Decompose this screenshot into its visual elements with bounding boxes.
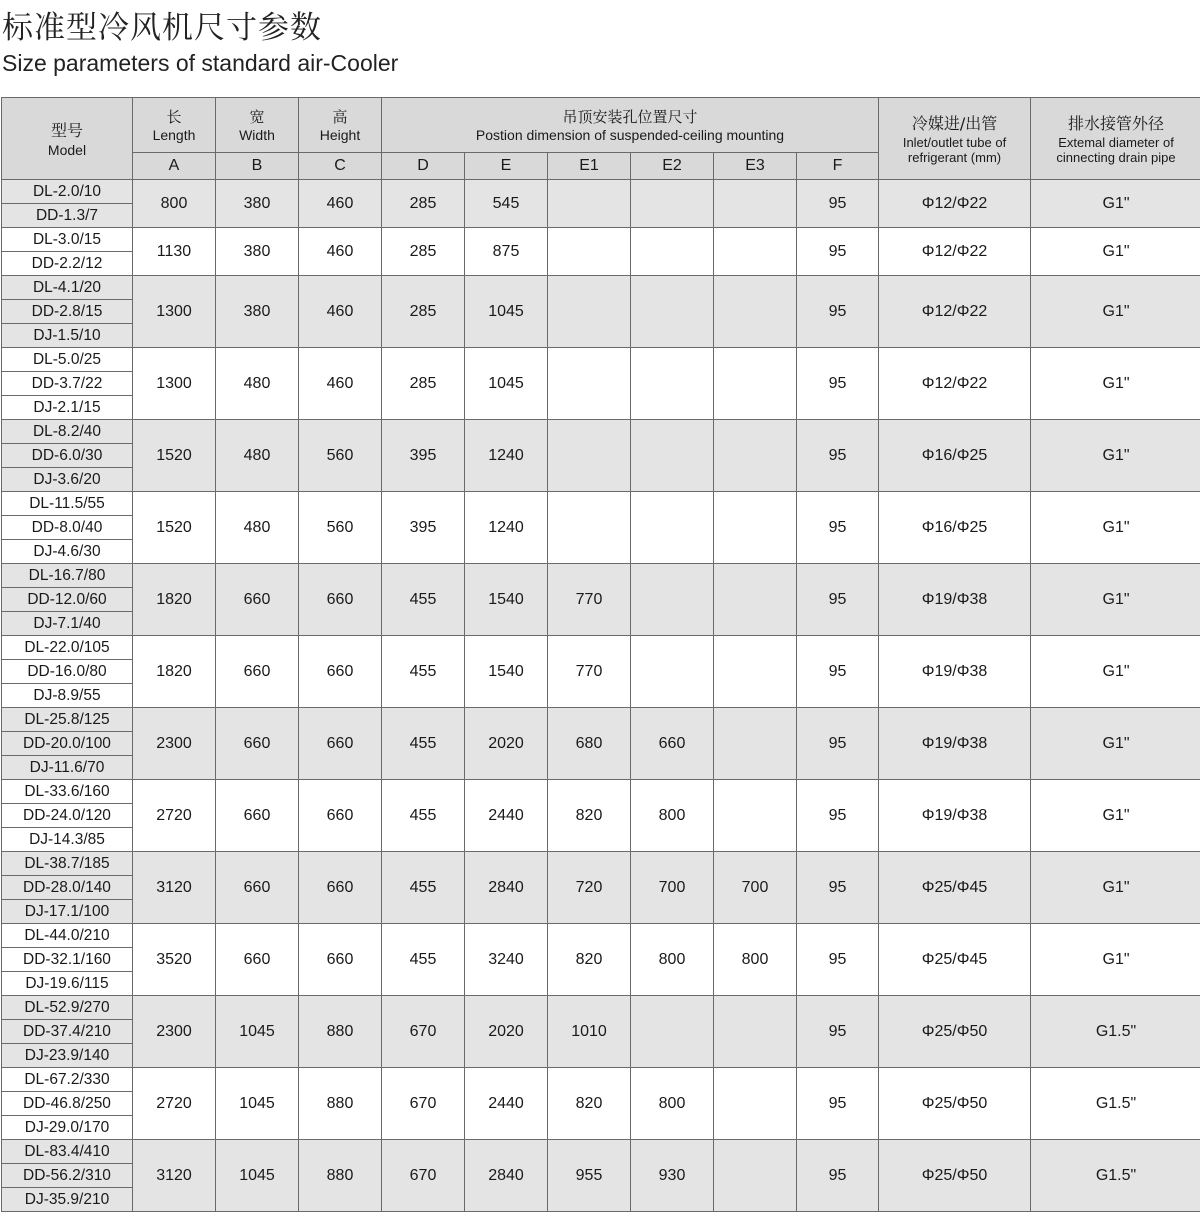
model-cell: DL-44.0/210	[2, 924, 133, 948]
value-cell-e1: 820	[548, 1068, 631, 1140]
value-cell-c: 660	[299, 780, 382, 852]
value-cell-tube: Φ16/Φ25	[879, 492, 1031, 564]
value-cell-a: 1820	[133, 564, 216, 636]
value-cell-c: 880	[299, 996, 382, 1068]
header-letter-f: F	[797, 153, 879, 180]
value-cell-e: 2440	[465, 1068, 548, 1140]
value-cell-f: 95	[797, 228, 879, 276]
table-row	[2, 852, 1200, 876]
value-cell-e: 545	[465, 180, 548, 228]
value-cell-e1: 680	[548, 708, 631, 780]
value-cell-e3	[714, 1140, 797, 1212]
table-row	[2, 1140, 1200, 1164]
value-cell-e3	[714, 636, 797, 708]
value-cell-a: 1520	[133, 420, 216, 492]
header-refrigerant-en2: refrigerant (mm)	[907, 149, 1002, 165]
value-cell-d: 285	[382, 348, 465, 420]
value-cell-e: 2020	[465, 996, 548, 1068]
value-cell-d: 455	[382, 780, 465, 852]
value-cell-tube: Φ25/Φ45	[879, 852, 1031, 924]
value-cell-c: 880	[299, 1068, 382, 1140]
model-cell: DJ-2.1/15	[2, 396, 133, 420]
value-cell-a: 2300	[133, 708, 216, 780]
model-cell: DD-6.0/30	[2, 444, 133, 468]
value-cell-tube: Φ12/Φ22	[879, 348, 1031, 420]
value-cell-c: 560	[299, 492, 382, 564]
value-cell-d: 455	[382, 852, 465, 924]
value-cell-e2	[631, 180, 714, 228]
value-cell-e: 1540	[465, 564, 548, 636]
model-cell: DL-16.7/80	[2, 564, 133, 588]
value-cell-a: 1300	[133, 276, 216, 348]
model-cell: DJ-29.0/170	[2, 1116, 133, 1140]
value-cell-e2	[631, 420, 714, 492]
value-cell-d: 395	[382, 420, 465, 492]
value-cell-e: 2840	[465, 852, 548, 924]
header-letter-b: B	[216, 153, 299, 180]
value-cell-e2	[631, 228, 714, 276]
value-cell-c: 660	[299, 924, 382, 996]
header-mounting	[382, 98, 879, 153]
model-cell: DD-24.0/120	[2, 804, 133, 828]
model-cell: DD-3.7/22	[2, 372, 133, 396]
value-cell-e1: 820	[548, 780, 631, 852]
value-cell-drain: G1"	[1031, 564, 1200, 636]
value-cell-tube: Φ12/Φ22	[879, 180, 1031, 228]
value-cell-e2	[631, 636, 714, 708]
value-cell-e3	[714, 996, 797, 1068]
model-cell: DJ-4.6/30	[2, 540, 133, 564]
table-row	[2, 420, 1200, 444]
header-letter-e2: E2	[631, 153, 714, 180]
value-cell-e1: 720	[548, 852, 631, 924]
value-cell-d: 670	[382, 996, 465, 1068]
value-cell-c: 880	[299, 1140, 382, 1212]
value-cell-e: 1045	[465, 348, 548, 420]
value-cell-c: 460	[299, 228, 382, 276]
model-cell: DL-67.2/330	[2, 1068, 133, 1092]
value-cell-b: 1045	[216, 996, 299, 1068]
value-cell-a: 1130	[133, 228, 216, 276]
value-cell-d: 395	[382, 492, 465, 564]
value-cell-e: 2840	[465, 1140, 548, 1212]
value-cell-b: 380	[216, 228, 299, 276]
header-letter-a: A	[133, 153, 216, 180]
value-cell-a: 2300	[133, 996, 216, 1068]
model-cell: DL-22.0/105	[2, 636, 133, 660]
value-cell-f: 95	[797, 1068, 879, 1140]
value-cell-a: 3120	[133, 852, 216, 924]
value-cell-d: 670	[382, 1068, 465, 1140]
table-body	[2, 180, 1200, 1212]
table-row	[2, 564, 1200, 588]
header-letter-e1: E1	[548, 153, 631, 180]
value-cell-b: 480	[216, 348, 299, 420]
value-cell-tube: Φ19/Φ38	[879, 708, 1031, 780]
value-cell-d: 285	[382, 228, 465, 276]
value-cell-drain: G1"	[1031, 852, 1200, 924]
value-cell-a: 1820	[133, 636, 216, 708]
header-width-cn: 宽	[249, 107, 265, 126]
header-mounting-cn: 吊顶安装孔位置尺寸	[562, 107, 698, 126]
value-cell-e: 2020	[465, 708, 548, 780]
value-cell-drain: G1"	[1031, 636, 1200, 708]
value-cell-e3	[714, 1068, 797, 1140]
value-cell-drain: G1.5"	[1031, 996, 1200, 1068]
value-cell-c: 660	[299, 852, 382, 924]
value-cell-e2	[631, 564, 714, 636]
value-cell-f: 95	[797, 180, 879, 228]
value-cell-f: 95	[797, 348, 879, 420]
value-cell-f: 95	[797, 996, 879, 1068]
value-cell-drain: G1"	[1031, 276, 1200, 348]
model-cell: DL-4.1/20	[2, 276, 133, 300]
value-cell-e1	[548, 348, 631, 420]
table-row	[2, 1068, 1200, 1092]
value-cell-e1	[548, 228, 631, 276]
model-cell: DD-8.0/40	[2, 516, 133, 540]
value-cell-tube: Φ12/Φ22	[879, 276, 1031, 348]
value-cell-e: 1240	[465, 420, 548, 492]
header-height-en: Height	[319, 126, 361, 143]
value-cell-f: 95	[797, 852, 879, 924]
value-cell-e1	[548, 276, 631, 348]
table-row	[2, 180, 1200, 204]
value-cell-e: 3240	[465, 924, 548, 996]
value-cell-b: 660	[216, 780, 299, 852]
page-subtitle: Size parameters of standard air-Cooler	[2, 50, 399, 76]
model-cell: DL-2.0/10	[2, 180, 133, 204]
table-row	[2, 276, 1200, 300]
value-cell-e3	[714, 276, 797, 348]
model-cell: DD-2.2/12	[2, 252, 133, 276]
value-cell-e3	[714, 348, 797, 420]
value-cell-e3	[714, 492, 797, 564]
value-cell-drain: G1.5"	[1031, 1068, 1200, 1140]
header-model	[2, 98, 133, 180]
value-cell-e1: 1010	[548, 996, 631, 1068]
value-cell-tube: Φ19/Φ38	[879, 564, 1031, 636]
value-cell-b: 660	[216, 852, 299, 924]
model-cell: DD-20.0/100	[2, 732, 133, 756]
value-cell-drain: G1"	[1031, 420, 1200, 492]
value-cell-e3	[714, 180, 797, 228]
model-cell: DL-8.2/40	[2, 420, 133, 444]
model-cell: DL-38.7/185	[2, 852, 133, 876]
value-cell-b: 380	[216, 276, 299, 348]
model-cell: DL-11.5/55	[2, 492, 133, 516]
header-length-en: Length	[152, 126, 196, 143]
value-cell-b: 480	[216, 420, 299, 492]
value-cell-d: 455	[382, 924, 465, 996]
model-cell: DJ-17.1/100	[2, 900, 133, 924]
value-cell-c: 660	[299, 636, 382, 708]
model-cell: DJ-23.9/140	[2, 1044, 133, 1068]
value-cell-d: 285	[382, 180, 465, 228]
value-cell-e1	[548, 492, 631, 564]
value-cell-c: 460	[299, 348, 382, 420]
value-cell-drain: G1"	[1031, 348, 1200, 420]
value-cell-f: 95	[797, 564, 879, 636]
model-cell: DJ-1.5/10	[2, 324, 133, 348]
value-cell-tube: Φ19/Φ38	[879, 636, 1031, 708]
value-cell-f: 95	[797, 1140, 879, 1212]
value-cell-e2	[631, 492, 714, 564]
model-cell: DJ-3.6/20	[2, 468, 133, 492]
value-cell-tube: Φ25/Φ50	[879, 996, 1031, 1068]
value-cell-e: 1540	[465, 636, 548, 708]
value-cell-a: 2720	[133, 1068, 216, 1140]
model-cell: DD-28.0/140	[2, 876, 133, 900]
header-drain-en1: Extemal diameter of	[1058, 134, 1174, 150]
model-cell: DD-1.3/7	[2, 204, 133, 228]
value-cell-e: 875	[465, 228, 548, 276]
value-cell-e: 2440	[465, 780, 548, 852]
value-cell-d: 455	[382, 564, 465, 636]
header-refrigerant	[879, 98, 1031, 180]
table-row	[2, 492, 1200, 516]
table-row	[2, 996, 1200, 1020]
value-cell-tube: Φ25/Φ45	[879, 924, 1031, 996]
model-cell: DD-46.8/250	[2, 1092, 133, 1116]
value-cell-f: 95	[797, 276, 879, 348]
value-cell-a: 3520	[133, 924, 216, 996]
value-cell-e1: 770	[548, 564, 631, 636]
value-cell-tube: Φ16/Φ25	[879, 420, 1031, 492]
value-cell-e3: 700	[714, 852, 797, 924]
value-cell-e3	[714, 708, 797, 780]
value-cell-e3	[714, 420, 797, 492]
header-length	[133, 98, 216, 153]
header-height	[299, 98, 382, 153]
model-cell: DL-52.9/270	[2, 996, 133, 1020]
table-row	[2, 780, 1200, 804]
value-cell-b: 1045	[216, 1068, 299, 1140]
value-cell-b: 660	[216, 564, 299, 636]
value-cell-drain: G1"	[1031, 492, 1200, 564]
value-cell-drain: G1"	[1031, 228, 1200, 276]
value-cell-d: 670	[382, 1140, 465, 1212]
model-cell: DL-25.8/125	[2, 708, 133, 732]
value-cell-a: 2720	[133, 780, 216, 852]
model-cell: DJ-11.6/70	[2, 756, 133, 780]
value-cell-e1	[548, 420, 631, 492]
table-row	[2, 924, 1200, 948]
value-cell-e2: 800	[631, 924, 714, 996]
model-cell: DJ-14.3/85	[2, 828, 133, 852]
value-cell-e3	[714, 564, 797, 636]
value-cell-a: 1520	[133, 492, 216, 564]
header-letter-e3: E3	[714, 153, 797, 180]
model-cell: DJ-7.1/40	[2, 612, 133, 636]
value-cell-drain: G1"	[1031, 708, 1200, 780]
value-cell-e2	[631, 276, 714, 348]
value-cell-e2	[631, 348, 714, 420]
value-cell-b: 380	[216, 180, 299, 228]
value-cell-drain: G1"	[1031, 780, 1200, 852]
model-cell: DD-56.2/310	[2, 1164, 133, 1188]
value-cell-tube: Φ25/Φ50	[879, 1068, 1031, 1140]
value-cell-a: 3120	[133, 1140, 216, 1212]
value-cell-b: 660	[216, 924, 299, 996]
value-cell-b: 660	[216, 708, 299, 780]
value-cell-drain: G1"	[1031, 924, 1200, 996]
value-cell-d: 455	[382, 636, 465, 708]
header-refrigerant-cn: 冷媒进/出管	[911, 113, 998, 133]
page-title: 标准型冷风机尺寸参数	[2, 10, 322, 46]
header-model-en: Model	[47, 141, 87, 158]
model-cell: DJ-35.9/210	[2, 1188, 133, 1212]
model-cell: DL-5.0/25	[2, 348, 133, 372]
value-cell-e2: 700	[631, 852, 714, 924]
value-cell-e1: 770	[548, 636, 631, 708]
model-cell: DD-37.4/210	[2, 1020, 133, 1044]
value-cell-a: 1300	[133, 348, 216, 420]
value-cell-d: 285	[382, 276, 465, 348]
value-cell-f: 95	[797, 780, 879, 852]
value-cell-a: 800	[133, 180, 216, 228]
model-cell: DJ-8.9/55	[2, 684, 133, 708]
value-cell-e1: 820	[548, 924, 631, 996]
table-row	[2, 636, 1200, 660]
value-cell-drain: G1.5"	[1031, 1140, 1200, 1212]
value-cell-e: 1045	[465, 276, 548, 348]
header-drain	[1031, 98, 1200, 180]
value-cell-c: 660	[299, 564, 382, 636]
value-cell-e3	[714, 780, 797, 852]
value-cell-e2	[631, 996, 714, 1068]
model-cell: DD-32.1/160	[2, 948, 133, 972]
value-cell-e1: 955	[548, 1140, 631, 1212]
model-cell: DD-16.0/80	[2, 660, 133, 684]
value-cell-c: 460	[299, 180, 382, 228]
value-cell-b: 1045	[216, 1140, 299, 1212]
model-cell: DD-12.0/60	[2, 588, 133, 612]
header-letter-c: C	[299, 153, 382, 180]
value-cell-tube: Φ12/Φ22	[879, 228, 1031, 276]
header-drain-cn: 排水接管外径	[1068, 113, 1165, 133]
header-refrigerant-en1: Inlet/outlet tube of	[902, 134, 1007, 150]
header-length-cn: 长	[166, 107, 182, 126]
table-row	[2, 348, 1200, 372]
model-cell: DD-2.8/15	[2, 300, 133, 324]
value-cell-c: 660	[299, 708, 382, 780]
value-cell-e1	[548, 180, 631, 228]
model-cell: DL-83.4/410	[2, 1140, 133, 1164]
value-cell-f: 95	[797, 420, 879, 492]
value-cell-e3	[714, 228, 797, 276]
value-cell-tube: Φ19/Φ38	[879, 780, 1031, 852]
value-cell-tube: Φ25/Φ50	[879, 1140, 1031, 1212]
value-cell-e2: 800	[631, 780, 714, 852]
model-cell: DL-3.0/15	[2, 228, 133, 252]
header-mounting-en: Postion dimension of suspended-ceiling mounting	[475, 126, 785, 143]
value-cell-d: 455	[382, 708, 465, 780]
value-cell-b: 480	[216, 492, 299, 564]
value-cell-c: 560	[299, 420, 382, 492]
header-height-cn: 高	[332, 107, 348, 126]
value-cell-e2: 660	[631, 708, 714, 780]
value-cell-e3: 800	[714, 924, 797, 996]
model-cell: DJ-19.6/115	[2, 972, 133, 996]
table-row	[2, 708, 1200, 732]
model-cell: DL-33.6/160	[2, 780, 133, 804]
value-cell-e: 1240	[465, 492, 548, 564]
value-cell-drain: G1"	[1031, 180, 1200, 228]
value-cell-c: 460	[299, 276, 382, 348]
header-letter-d: D	[382, 153, 465, 180]
header-width	[216, 98, 299, 153]
table-row	[2, 228, 1200, 252]
value-cell-f: 95	[797, 492, 879, 564]
header-model-cn: 型号	[50, 120, 83, 140]
value-cell-f: 95	[797, 924, 879, 996]
value-cell-e2: 930	[631, 1140, 714, 1212]
value-cell-e2: 800	[631, 1068, 714, 1140]
header-drain-en2: cinnecting drain pipe	[1056, 149, 1176, 165]
size-parameters-table	[1, 97, 1200, 1212]
value-cell-f: 95	[797, 708, 879, 780]
value-cell-f: 95	[797, 636, 879, 708]
header-letter-e: E	[465, 153, 548, 180]
value-cell-b: 660	[216, 636, 299, 708]
header-width-en: Width	[239, 126, 275, 143]
